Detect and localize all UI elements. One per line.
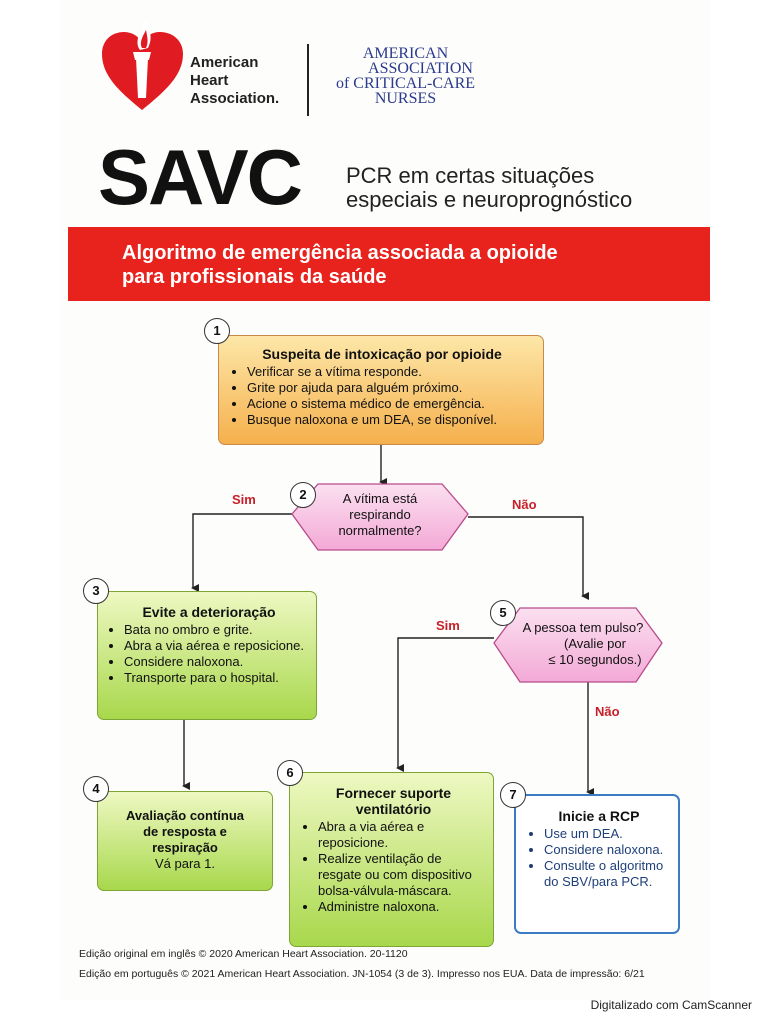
arrow-2-to-5-nao bbox=[468, 517, 583, 596]
step-7-title: Inicie a RCP bbox=[558, 808, 640, 824]
step-3-item: • Transporte para o hospital. bbox=[124, 670, 308, 686]
decision-5-line: A pessoa tem pulso? bbox=[522, 620, 644, 635]
step-1-number: 1 bbox=[204, 318, 230, 344]
step-6-item: • Realize ventilação de resgate ou com dispositivo bolsa-válvula-máscara. bbox=[318, 851, 483, 899]
step-7-number: 7 bbox=[500, 782, 526, 808]
page-title: SAVC bbox=[98, 133, 301, 221]
aacn-word-4: NURSES bbox=[374, 90, 437, 107]
step-3-box bbox=[97, 591, 317, 720]
step-7-item: • Use um DEA. bbox=[544, 826, 668, 842]
step-1-box bbox=[218, 335, 544, 445]
step-1-item: • Grite por ajuda para alguém próximo. bbox=[247, 380, 531, 396]
step-3-item: • Abra a via aérea e reposicione. bbox=[124, 638, 308, 654]
decision-2-line: A vítima está bbox=[342, 491, 418, 506]
step-6-title-line: Fornecer suporte bbox=[335, 785, 452, 801]
arrow-5-to-6-sim bbox=[398, 638, 494, 768]
step-3-item: • Bata no ombro e grite. bbox=[124, 622, 308, 638]
algorithm-title-line-2: para profissionais da saúde bbox=[122, 266, 387, 288]
aha-word-3: Association. bbox=[190, 90, 280, 107]
step-4-goto: Vá para 1. bbox=[155, 856, 215, 871]
step-1-item: • Busque naloxona e um DEA, se disponível. bbox=[247, 412, 531, 428]
step-4-line: de resposta e bbox=[143, 824, 227, 839]
step-3-item: • Considere naloxona. bbox=[124, 654, 308, 670]
step-7-item: • Consulte o algoritmo do SBV/para PCR. bbox=[544, 858, 668, 890]
scanner-watermark: Digitalizado com CamScanner bbox=[590, 998, 752, 1012]
footer-portuguese-edition: Edição em português © 2021 American Heart Association. JN-1054 (3 de 3). Impresso nos EUA. Data de impressão: 6/21 bbox=[79, 968, 645, 980]
subtitle-line-2: especiais e neuroprognóstico bbox=[346, 187, 633, 212]
step-4-line: respiração bbox=[152, 840, 218, 855]
step-6-item: • Administre naloxona. bbox=[318, 899, 483, 915]
step-6-item: • Abra a via aérea e reposicione. bbox=[318, 819, 483, 851]
step-3-number: 3 bbox=[83, 578, 109, 604]
step-7-item: • Considere naloxona. bbox=[544, 842, 668, 858]
step-6-box bbox=[289, 772, 494, 947]
step-7-box bbox=[514, 794, 680, 934]
label-sim-2: Sim bbox=[232, 492, 256, 507]
label-nao-5: Não bbox=[595, 704, 620, 719]
step-3-title: Evite a deterioração bbox=[142, 604, 276, 620]
decision-5-line: ≤ 10 segundos.) bbox=[548, 652, 642, 667]
aha-word-2: Heart bbox=[190, 72, 229, 89]
step-4-number: 4 bbox=[83, 776, 109, 802]
aacn-word-3: of CRITICAL-CARE bbox=[335, 75, 476, 92]
aha-word-1: American bbox=[190, 54, 259, 71]
decision-2-line: normalmente? bbox=[338, 523, 422, 538]
aacn-word-1: AMERICAN bbox=[362, 45, 449, 62]
step-2-number: 2 bbox=[290, 482, 316, 508]
subtitle-line-1: PCR em certas situações bbox=[346, 163, 595, 188]
decision-5-line: (Avalie por bbox=[564, 636, 626, 651]
decision-2-line: respirando bbox=[349, 507, 411, 522]
aacn-word-2: ASSOCIATION bbox=[368, 60, 473, 77]
step-4-line: Avaliação contínua bbox=[126, 808, 244, 823]
label-nao-2: Não bbox=[512, 497, 537, 512]
step-1-item: • Verificar se a vítima responde. bbox=[247, 364, 531, 380]
step-6-title-line: ventilatório bbox=[355, 801, 432, 817]
algorithm-title-line-1: Algoritmo de emergência associada a opioide bbox=[122, 242, 558, 264]
decision-2-text bbox=[318, 491, 442, 539]
step-5-number: 5 bbox=[490, 600, 516, 626]
arrow-2-to-3-sim bbox=[193, 514, 292, 588]
step-1-title: Suspeita de intoxicação por opioide bbox=[262, 346, 502, 362]
footer-original-edition: Edição original em inglês © 2020 American Heart Association. 20-1120 bbox=[79, 948, 408, 960]
step-6-number: 6 bbox=[277, 760, 303, 786]
step-4-box bbox=[97, 791, 273, 891]
label-sim-5: Sim bbox=[436, 618, 460, 633]
step-1-item: • Acione o sistema médico de emergência. bbox=[247, 396, 531, 412]
decision-5-text bbox=[508, 620, 658, 668]
